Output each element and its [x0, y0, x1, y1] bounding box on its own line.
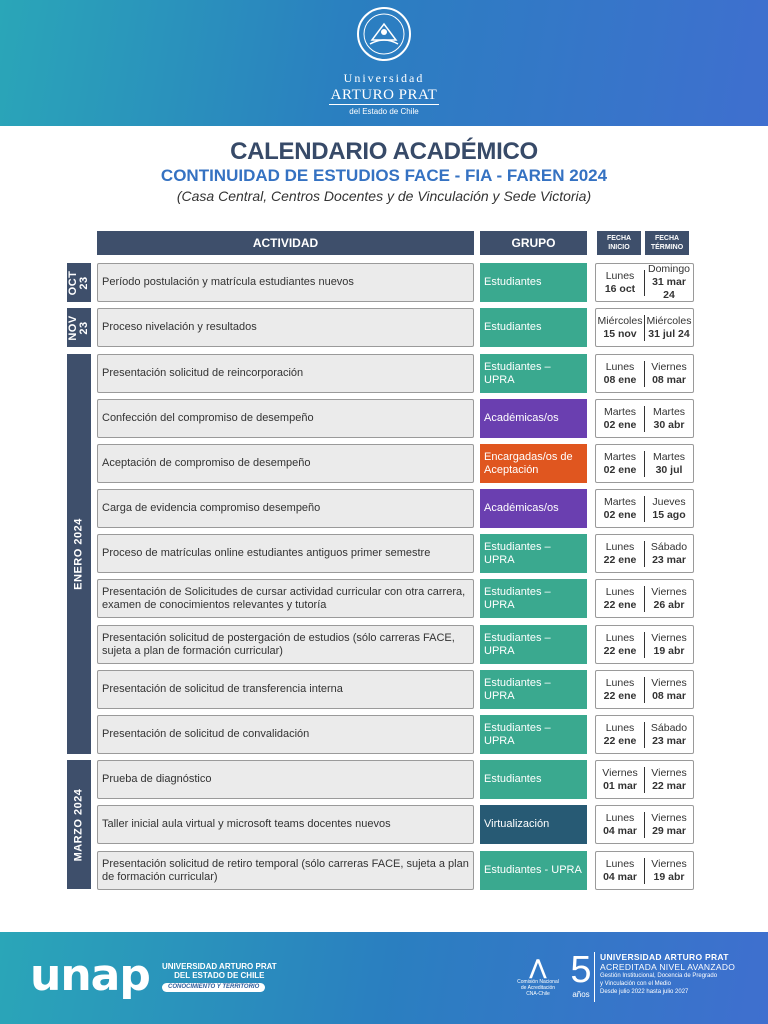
- row-activity: Proceso nivelación y resultados: [97, 308, 474, 347]
- start-date: [596, 858, 644, 884]
- row-activity: Confección del compromiso de desempeño: [97, 399, 474, 438]
- row-activity: Proceso de matrículas online estudiantes antiguos primer semestre: [97, 534, 474, 573]
- end-day-month: 23 mar: [652, 553, 686, 566]
- row-activity: Presentación solicitud de postergación de estudios (sólo carreras FACE, sujeta a plan de formación curricular): [97, 625, 474, 664]
- start-weekday: Lunes: [605, 811, 635, 824]
- start-day-month: 04 mar: [603, 824, 637, 837]
- acred-line-3: Gestión Institucional, Docencia de Pregrado: [600, 973, 718, 979]
- end-weekday: Viernes: [651, 360, 687, 373]
- row-dates: [595, 263, 694, 302]
- column-header-grupo: GRUPO: [480, 231, 587, 255]
- footer-uni-sub: DEL ESTADO DE CHILE: [174, 971, 265, 980]
- end-date: [645, 361, 693, 387]
- footer-university: [162, 962, 277, 992]
- row-activity: Presentación de solicitud de transferencia interna: [97, 670, 474, 709]
- start-date: [596, 270, 644, 296]
- start-weekday: Lunes: [605, 540, 635, 553]
- end-day-month: 31 mar 24: [652, 276, 686, 301]
- header-banner: [0, 0, 768, 126]
- row-dates: [595, 715, 694, 754]
- end-weekday: Viernes: [651, 766, 687, 779]
- footer-divider: [594, 952, 595, 1002]
- end-date: [645, 586, 693, 612]
- start-day-month: 15 nov: [603, 327, 637, 340]
- month-label-oct-23: [67, 263, 91, 302]
- start-weekday: Viernes: [602, 766, 638, 779]
- start-date: [596, 406, 644, 432]
- start-date: [596, 361, 644, 387]
- end-weekday: Sábado: [650, 540, 688, 553]
- end-date: [645, 632, 693, 658]
- end-date: [645, 812, 693, 838]
- row-group-badge: Estudiantes – UPRA: [480, 715, 587, 754]
- start-day-month: 04 mar: [603, 870, 637, 883]
- end-date: [645, 406, 693, 432]
- start-day-month: 02 ene: [603, 463, 637, 476]
- page-title: CALENDARIO ACADÉMICO: [230, 138, 538, 165]
- start-date: [596, 496, 644, 522]
- row-activity: Presentación de Solicitudes de cursar actividad curricular con otra carrera, examen de conocimientos relevantes y tutoría: [97, 579, 474, 618]
- row-dates: [595, 308, 694, 347]
- row-group-badge: Estudiantes: [480, 308, 587, 347]
- row-activity: Carga de evidencia compromiso desempeño: [97, 489, 474, 528]
- column-header-fecha-inicio: [597, 231, 641, 255]
- row-group-badge: Estudiantes – UPRA: [480, 354, 587, 393]
- end-day-month: 26 abr: [653, 598, 685, 611]
- month-marzo: MARZO 2024: [72, 788, 85, 861]
- cna-line-2: de Acreditación: [520, 985, 556, 991]
- column-header-fecha-termino-line1: FECHA: [654, 235, 680, 242]
- row-activity: Presentación de solicitud de convalidación: [97, 715, 474, 754]
- month-oct-year: 23: [78, 275, 90, 290]
- end-day-month: 15 ago: [652, 508, 686, 521]
- column-header-fecha-inicio-line2: INICIO: [608, 244, 630, 251]
- end-weekday: Sábado: [650, 721, 688, 734]
- row-dates: [595, 579, 694, 618]
- start-weekday: Lunes: [605, 631, 635, 644]
- month-label-marzo-2024: [67, 760, 91, 889]
- row-dates: [595, 489, 694, 528]
- university-logo: [0, 6, 768, 116]
- end-weekday: Domingo: [647, 263, 691, 275]
- column-header-fecha-inicio-line1: FECHA: [606, 235, 632, 242]
- row-group-badge: Estudiantes – UPRA: [480, 670, 587, 709]
- column-header-fecha-termino-line2: TÉRMINO: [650, 244, 684, 251]
- start-day-month: 22 ene: [603, 598, 637, 611]
- column-header-actividad: ACTIVIDAD: [97, 231, 474, 255]
- end-day-month: 08 mar: [652, 373, 686, 386]
- month-label-oct-text: [68, 270, 90, 295]
- start-day-month: 22 ene: [603, 689, 637, 702]
- row-group-badge: Académicas/os: [480, 399, 587, 438]
- row-group-badge: Estudiantes – UPRA: [480, 579, 587, 618]
- month-label-nov-text: [68, 315, 90, 340]
- month-nov-year: 23: [78, 320, 90, 335]
- start-weekday: Martes: [603, 495, 637, 508]
- acred-line-1: UNIVERSIDAD ARTURO PRAT: [600, 952, 729, 962]
- end-date: [645, 496, 693, 522]
- end-day-month: 31 jul 24: [648, 327, 690, 340]
- month-label-enero-2024: [67, 354, 91, 754]
- start-date: [596, 586, 644, 612]
- end-date: [645, 263, 693, 302]
- end-weekday: Viernes: [651, 857, 687, 870]
- month-label-nov-23: [67, 308, 91, 347]
- start-date: [596, 722, 644, 748]
- acred-line-4: y Vinculación con el Medio: [600, 981, 671, 987]
- page-locations: (Casa Central, Centros Docentes y de Vinculación y Sede Victoria): [176, 188, 592, 204]
- start-day-month: 02 ene: [603, 418, 637, 431]
- start-day-month: 02 ene: [603, 508, 637, 521]
- end-date: [645, 677, 693, 703]
- start-date: [596, 632, 644, 658]
- end-weekday: Viernes: [651, 811, 687, 824]
- month-enero: ENERO 2024: [72, 518, 85, 590]
- start-day-month: 01 mar: [603, 779, 637, 792]
- end-weekday: Viernes: [651, 585, 687, 598]
- end-date: [645, 767, 693, 793]
- start-date: [596, 541, 644, 567]
- end-day-month: 19 abr: [653, 870, 685, 883]
- end-day-month: 30 jul: [655, 463, 683, 476]
- university-seal-icon: [356, 6, 412, 62]
- acred-line-2: ACREDITADA NIVEL AVANZADO: [600, 962, 736, 972]
- start-weekday: Lunes: [605, 269, 635, 282]
- logo-line-1: Universidad: [343, 71, 425, 85]
- end-weekday: Viernes: [651, 676, 687, 689]
- row-activity: Taller inicial aula virtual y microsoft teams docentes nuevos: [97, 805, 474, 844]
- start-date: [596, 767, 644, 793]
- row-dates: [595, 354, 694, 393]
- row-activity: Período postulación y matrícula estudiantes nuevos: [97, 263, 474, 302]
- row-group-badge: Estudiantes – UPRA: [480, 534, 587, 573]
- page-subtitle: CONTINUIDAD DE ESTUDIOS FACE - FIA - FAREN 2024: [160, 166, 608, 185]
- start-weekday: Lunes: [605, 676, 635, 689]
- end-date: [645, 858, 693, 884]
- row-dates: [595, 534, 694, 573]
- row-dates: [595, 760, 694, 799]
- accreditation-years: [570, 950, 592, 999]
- end-weekday: Martes: [652, 405, 686, 418]
- start-date: [596, 451, 644, 477]
- cna-line-3: CNA-Chile: [526, 991, 550, 997]
- end-day-month: 19 abr: [653, 644, 685, 657]
- cna-line-1: Comisión Nacional: [517, 979, 559, 985]
- start-day-month: 22 ene: [603, 553, 637, 566]
- row-activity: Aceptación de compromiso de desempeño: [97, 444, 474, 483]
- start-weekday: Lunes: [605, 857, 635, 870]
- start-weekday: Martes: [603, 450, 637, 463]
- end-date: [645, 722, 693, 748]
- end-date: [645, 315, 693, 341]
- row-dates: [595, 851, 694, 890]
- row-activity: Presentación solicitud de retiro temporal (sólo carreras FACE, sujeta a plan de formación curricular): [97, 851, 474, 890]
- acred-line-5: Desde julio 2022 hasta julio 2027: [600, 989, 689, 995]
- logo-line-3: del Estado de Chile: [349, 107, 419, 116]
- start-weekday: Lunes: [605, 585, 635, 598]
- end-day-month: 23 mar: [652, 734, 686, 747]
- row-group-badge: Estudiantes – UPRA: [480, 625, 587, 664]
- footer-banner: [0, 932, 768, 1024]
- row-group-badge: Encargadas/os de Aceptación: [480, 444, 587, 483]
- accreditation-text: [600, 952, 735, 996]
- row-dates: [595, 670, 694, 709]
- end-day-month: 22 mar: [652, 779, 686, 792]
- footer-motto: CONOCIMIENTO Y TERRITORIO: [162, 983, 265, 992]
- row-dates: [595, 444, 694, 483]
- row-dates: [595, 805, 694, 844]
- cna-mark-icon: ⋀: [529, 957, 547, 979]
- end-date: [645, 541, 693, 567]
- start-date: [596, 677, 644, 703]
- start-weekday: Lunes: [605, 721, 635, 734]
- start-day-month: 16 oct: [604, 282, 636, 295]
- logo-line-2: ARTURO PRAT: [330, 87, 438, 103]
- row-activity: Prueba de diagnóstico: [97, 760, 474, 799]
- start-date: [596, 315, 644, 341]
- row-group-badge: Académicas/os: [480, 489, 587, 528]
- start-weekday: Lunes: [605, 360, 635, 373]
- end-weekday: Martes: [652, 450, 686, 463]
- end-date: [645, 451, 693, 477]
- end-day-month: 30 abr: [653, 418, 685, 431]
- cna-logo: [512, 957, 564, 997]
- start-weekday: Miércoles: [597, 314, 643, 327]
- end-weekday: Viernes: [651, 631, 687, 644]
- start-date: [596, 812, 644, 838]
- column-header-fecha-termino: [645, 231, 689, 255]
- accreditation-years-label: años: [572, 990, 590, 999]
- month-oct: OCT: [67, 270, 79, 295]
- row-group-badge: Virtualización: [480, 805, 587, 844]
- end-day-month: 08 mar: [652, 689, 686, 702]
- start-day-month: 22 ene: [603, 644, 637, 657]
- row-group-badge: Estudiantes - UPRA: [480, 851, 587, 890]
- unap-logo: unap: [30, 950, 150, 1001]
- end-weekday: Jueves: [652, 495, 686, 508]
- month-nov: NOV: [67, 314, 79, 341]
- start-day-month: 08 ene: [603, 373, 637, 386]
- row-group-badge: Estudiantes: [480, 760, 587, 799]
- end-weekday: Miércoles: [646, 314, 692, 327]
- row-group-badge: Estudiantes: [480, 263, 587, 302]
- accreditation-years-number: 5: [570, 949, 592, 991]
- row-dates: [595, 399, 694, 438]
- row-activity: Presentación solicitud de reincorporación: [97, 354, 474, 393]
- row-dates: [595, 625, 694, 664]
- footer-uni-name: UNIVERSIDAD ARTURO PRAT: [162, 962, 277, 971]
- start-day-month: 22 ene: [603, 734, 637, 747]
- start-weekday: Martes: [603, 405, 637, 418]
- end-day-month: 29 mar: [652, 824, 686, 837]
